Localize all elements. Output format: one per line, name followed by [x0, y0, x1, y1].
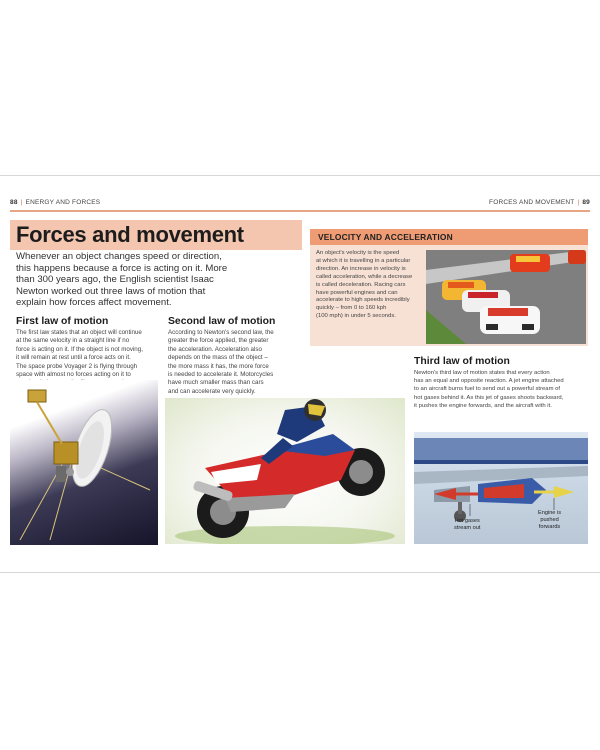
- left-header: [10, 199, 100, 206]
- motorcycle-illustration: [165, 398, 405, 544]
- second-law-text: [168, 329, 296, 396]
- right-page-number: 89: [582, 199, 590, 206]
- third-law-line: to an aircraft burns fuel to send out a powerful stream of: [414, 386, 561, 393]
- motorcycle-image: [165, 398, 405, 544]
- hot-gases-line: stream out: [454, 524, 481, 531]
- first-law-line: it will remain at rest until a force acts on it.: [16, 354, 131, 362]
- second-law-line: and can accelerate very quickly.: [168, 387, 256, 395]
- third-law-line: hot gases behind it. As this jet of gases shoots backward,: [414, 394, 564, 401]
- intro-paragraph: Whenever an object changes speed or direction, this happens because a force is acting on it. More than 300 years ago, the English scientist Isaac Newton worked out three laws of motion that explain how forces affect movement.: [16, 251, 228, 308]
- velocity-line: at which it is travelling in a particular: [316, 257, 411, 264]
- velocity-heading: VELOCITY AND ACCELERATION: [318, 232, 453, 242]
- velocity-line: direction. An increase in velocity is: [316, 265, 406, 272]
- second-law-line: is needed to accelerate it. Motorcycles: [168, 371, 274, 379]
- third-law-heading: Third law of motion: [414, 356, 510, 367]
- engine-pushed-line: pushed: [540, 516, 559, 523]
- first-law-line: The space probe Voyager 2 is flying through: [16, 362, 138, 370]
- engine-pushed-line: Engine is: [538, 510, 562, 516]
- velocity-line: quickly – from 0 to 160 kph: [316, 305, 387, 312]
- book-spread: [0, 175, 600, 573]
- second-law-line: According to Newton's second law, the: [168, 329, 274, 336]
- engine-pushed-label: [538, 510, 561, 530]
- header-separator: |: [577, 199, 580, 206]
- first-law-line: The first law states that an object will continue: [16, 329, 142, 336]
- right-header: [489, 199, 590, 206]
- running-header: [0, 176, 600, 206]
- second-law-heading: Second law of motion: [168, 316, 276, 327]
- second-law-line: greater the force applied, the greater: [168, 337, 269, 345]
- velocity-line: accelerate to high speeds incredibly: [316, 297, 410, 304]
- first-law-line: force is acting on it. If the object is not moving,: [16, 345, 143, 353]
- third-law-line: Newton's third law of motion states that every action: [414, 370, 550, 376]
- velocity-line: (100 mph) in under 5 seconds.: [316, 313, 396, 320]
- jet-engine-illustration: [414, 432, 588, 544]
- space-probe-image: [10, 380, 158, 545]
- velocity-line: have powerful engines and can: [316, 289, 398, 296]
- second-law-line: the acceleration. Acceleration also: [168, 345, 262, 353]
- velocity-line: is called deceleration. Racing cars: [316, 281, 406, 288]
- header-rule: [10, 210, 590, 212]
- velocity-line: called acceleration, while a decrease: [316, 273, 413, 280]
- third-law-line: has an equal and opposite reaction. A jet engine attached: [414, 378, 564, 385]
- third-law-line: it pushes the engine forwards, and the aircraft with it.: [414, 402, 552, 409]
- left-page-number: 88: [10, 199, 18, 206]
- header-separator: |: [20, 199, 23, 206]
- first-law-line: space with almost no forces acting on it to: [16, 371, 131, 379]
- velocity-line: An object's velocity is the speed: [316, 250, 400, 256]
- third-law-text: [414, 369, 590, 410]
- page-title: Forces and movement: [16, 222, 244, 247]
- left-section-name: ENERGY AND FORCES: [25, 199, 101, 206]
- right-section-name: FORCES AND MOVEMENT: [489, 199, 575, 206]
- racing-cars-illustration: [426, 250, 586, 344]
- space-probe-illustration: [10, 380, 158, 545]
- hot-gases-label: [454, 518, 480, 532]
- hot-gases-line: Hot gases: [454, 518, 480, 524]
- second-law-line: the more mass it has, the more force: [168, 362, 269, 370]
- racing-cars-image: [426, 250, 586, 344]
- second-law-line: have much smaller mass than cars: [168, 379, 264, 387]
- second-law-line: depends on the mass of the object –: [168, 354, 268, 362]
- engine-pushed-line: forwards: [538, 523, 561, 530]
- velocity-text: [316, 250, 424, 321]
- first-law-heading: First law of motion: [16, 316, 109, 327]
- first-law-line: at the same velocity in a straight line if no: [16, 337, 130, 345]
- jet-engine-image: [414, 432, 588, 544]
